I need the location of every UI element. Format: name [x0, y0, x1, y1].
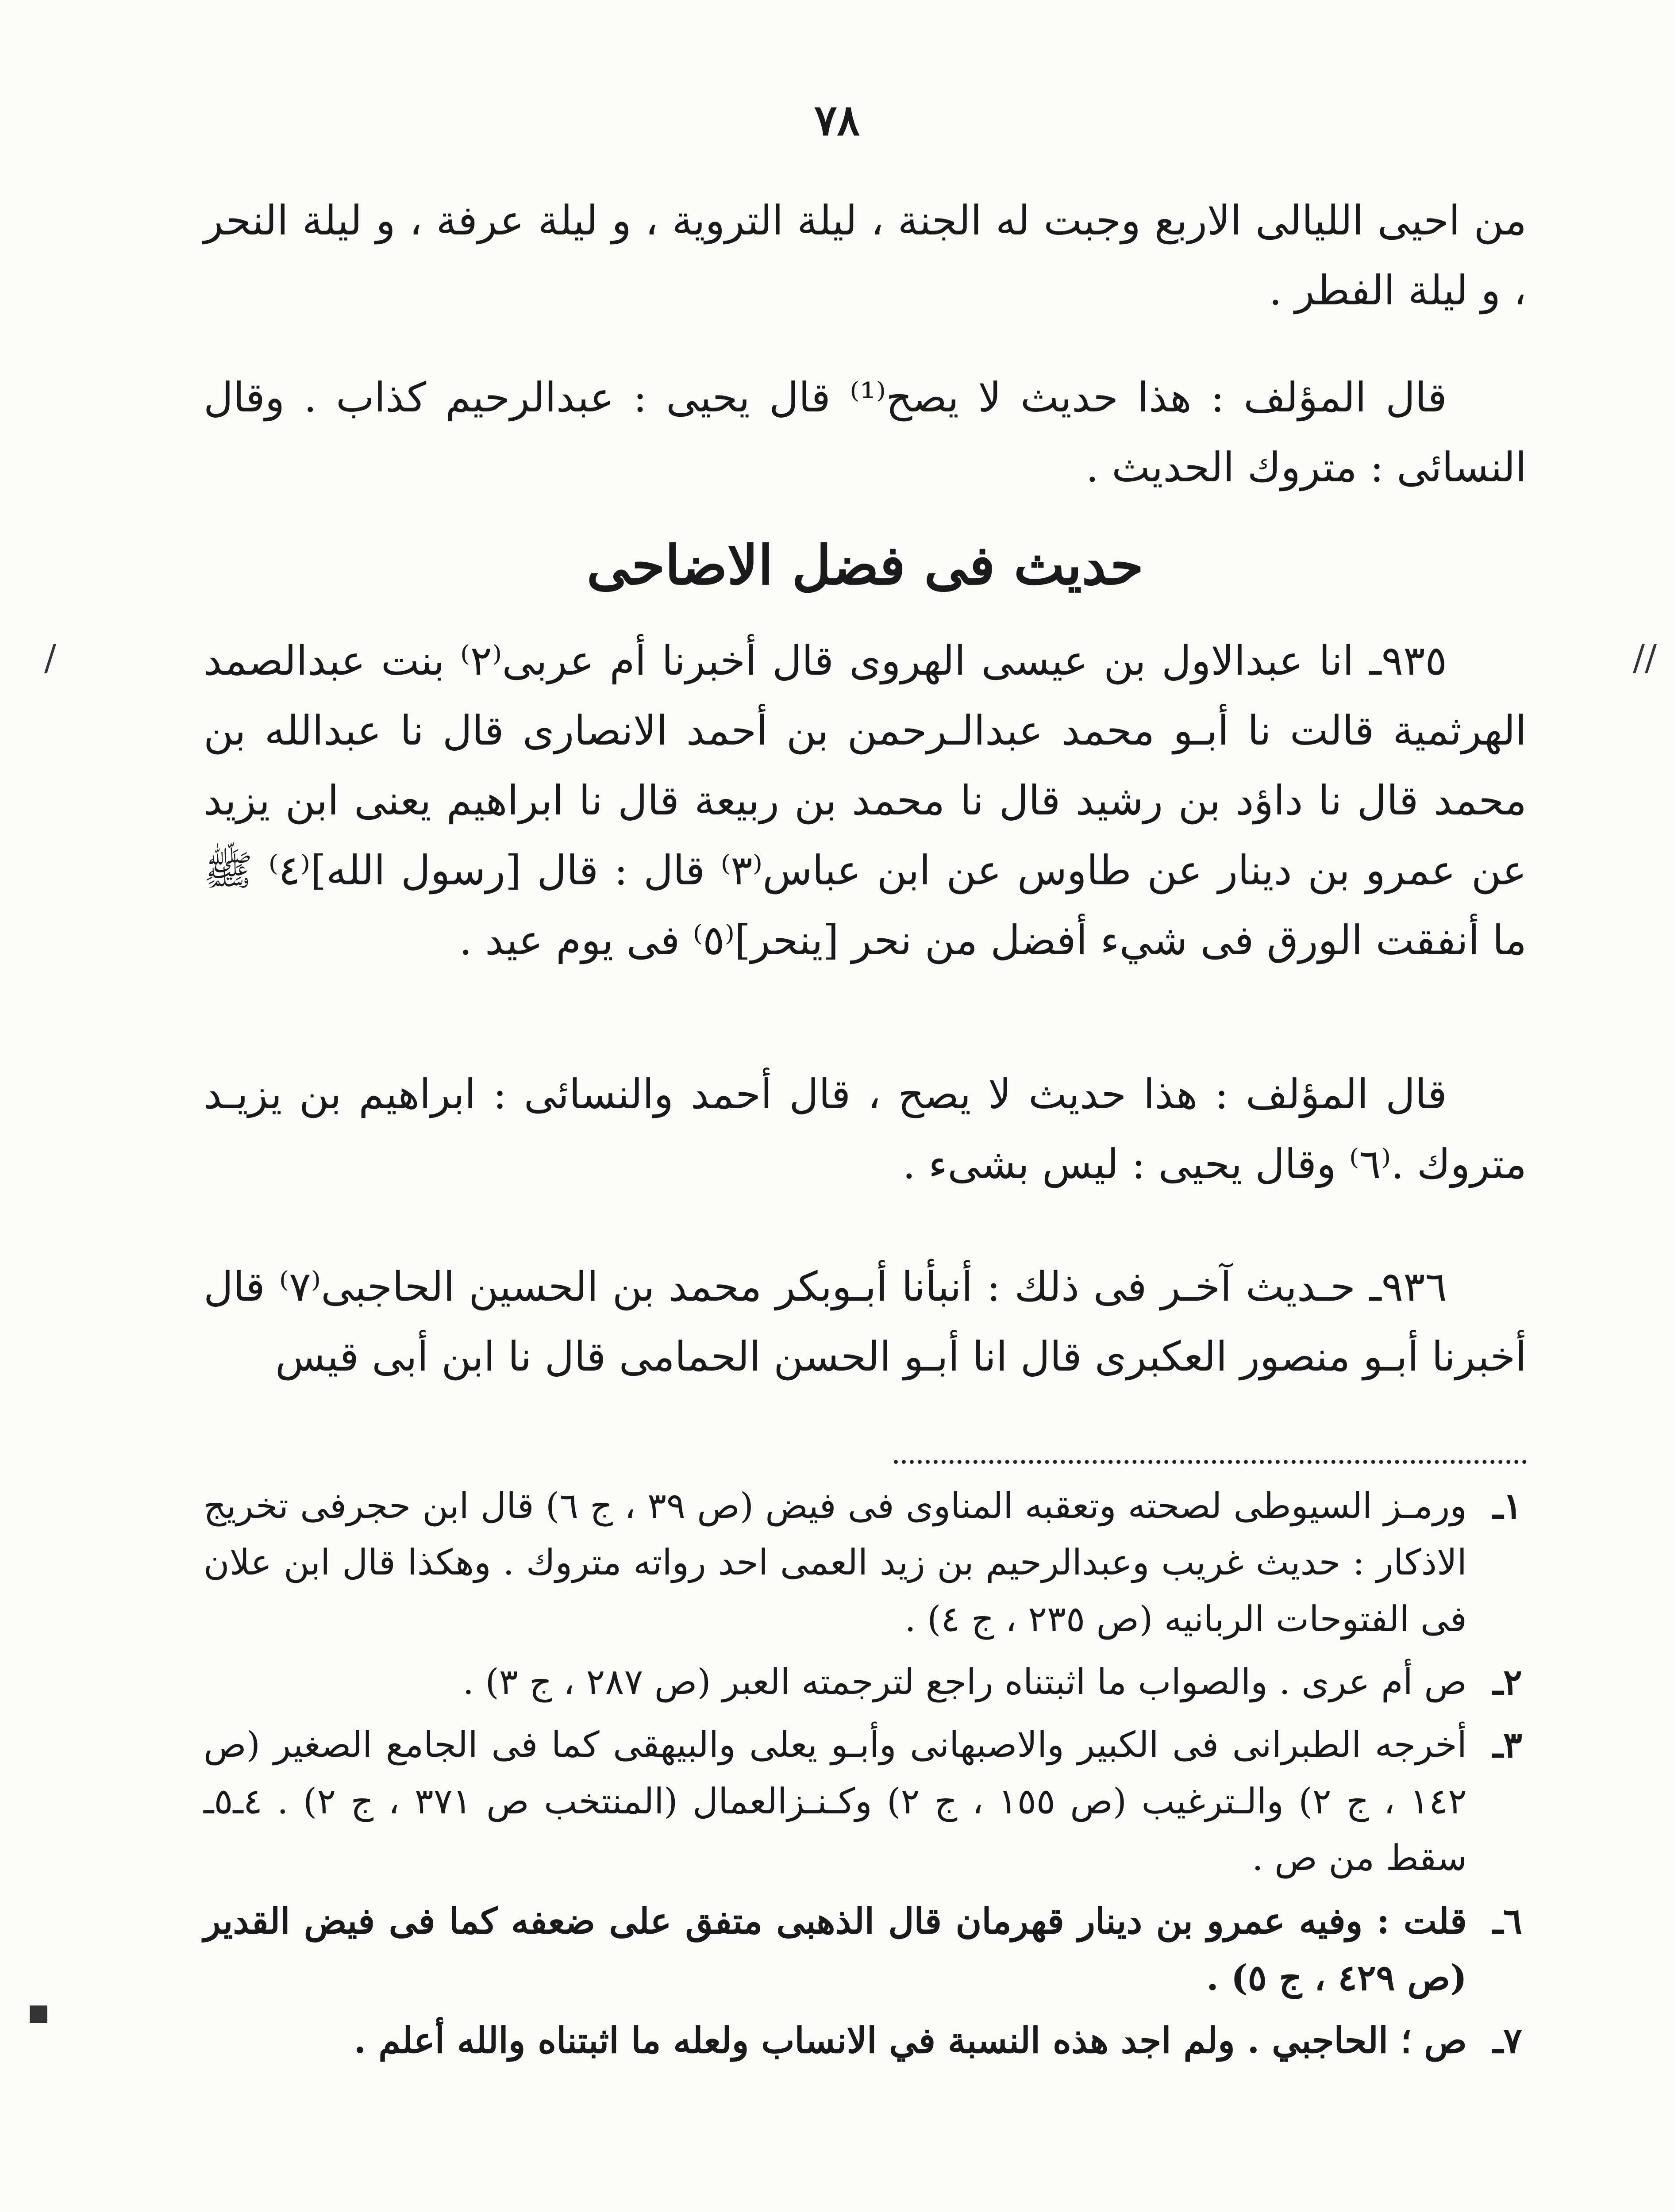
footnote-text: ص ؛ الحاجبي . ولم اجد هذه النسبة في الانساب ولعله ما اثبتناه والله أعلم .	[354, 2020, 1467, 2061]
footnote-6	[204, 1893, 1522, 2006]
author-comment-2: قال المؤلف : هذا حديث لا يصح ، قال أحمد والنسائى : ابراهيم بن يزيـد متروك .⁽٦⁾ وقال يحيى : ليس بشىء .	[204, 1071, 1527, 1188]
footnote-text: ص أم عرى . والصواب ما اثبتناه راجع لترجمته العبر (ص ٢٨٧ ، ج ٣) .	[462, 1661, 1467, 1702]
footnote-2	[204, 1654, 1522, 1710]
footnote-number: ١ـ	[1493, 1485, 1522, 1527]
margin-tick-icon: /	[44, 637, 56, 678]
footnote-7	[204, 2012, 1522, 2069]
page-number: ٧٨	[814, 95, 860, 145]
footnote-1	[204, 1478, 1522, 1647]
margin-mark-icon: //	[1633, 637, 1657, 678]
hadith-935: ٩٣٥ـ انا عبدالاول بن عيسى الهروى قال أخبرنا أم عربى⁽٢⁾ بنت عبدالصمد الهرثمية قالت نا أبـو محمد عبدالـرحمن بن أحمد الانصارى قال نا عبدالله بن محمد قال نا داؤد بن رشيد قال نا محمد بن ربيعة قال نا ابراهيم يعنى ابن يزيد عن عمرو بن دينار عن طاوس عن ابن عباس⁽٣⁾ قال : قال [رسول الله]⁽٤⁾ ﷺ ما أنفقت الورق فى شيء أفضل من نحر [ينحر]⁽٥⁾ فى يوم عيد .	[204, 637, 1527, 964]
paragraph-intro: من احيى الليالى الاربع وجبت له الجنة ، ليلة التروية ، و ليلة عرفة ، و ليلة النحر ، و ليلة الفطر .	[204, 197, 1527, 314]
hadith-936: ٩٣٦ـ حـديث آخـر فى ذلك : أنبأنا أبـوبكر محمد بن الحسين الحاجبى⁽٧⁾ قال أخبرنا أبـو منصور العكبرى قال انا أبـو الحسن الحمامى قال نا ابن أبى قيس	[204, 1263, 1527, 1380]
footnote-text: أخرجه الطبرانى فى الكبير والاصبهانى وأبـو يعلى والبيهقى كما فى الجامع الصغير (ص ١٤٢ ، ج ٢) والـترغيب (ص ١٥٥ ، ج ٢) وكـنـزالعمال (المنتخب ص ٣٧١ ، ج ٢) . ٤ـ٥ـ سقط من ص .	[204, 1724, 1467, 1878]
footnote-text: ورمـز السيوطى لصحته وتعقبه المناوى فى فيض (ص ٣٩ ، ج ٦) قال ابن حجرفى تخريج الاذكار : حديث غريب وعبدالرحيم بن زيد العمى احد رواته متروك . وهكذا قال ابن علان فى الفتوحات الربانيه (ص ٢٣٥ ، ج ٤) .	[204, 1485, 1467, 1640]
footnote-separator	[894, 1460, 1527, 1464]
footnote-number: ٦ـ	[1493, 1900, 1522, 1942]
footnotes	[204, 1478, 1522, 2075]
author-comment-1: قال المؤلف : هذا حديث لا يصح⁽¹⁾ قال يحيى : عبدالرحيم كذاب . وقال النسائى : متروك الحديث .	[204, 374, 1527, 491]
footnote-3	[204, 1717, 1522, 1886]
footnote-number: ٧ـ	[1493, 2020, 1522, 2061]
footnote-number: ٣ـ	[1493, 1724, 1522, 1766]
footnote-number: ٢ـ	[1493, 1661, 1522, 1703]
footnote-text: قلت : وفيه عمرو بن دينار قهرمان قال الذهبى متفق على ضعفه كما فى فيض القدير (ص ٤٢٩ ، ج ٥) .	[204, 1900, 1467, 1998]
section-heading: حديث فى فضل الاضاحى	[586, 533, 1144, 597]
margin-dot-icon: ▪	[27, 1991, 51, 2032]
